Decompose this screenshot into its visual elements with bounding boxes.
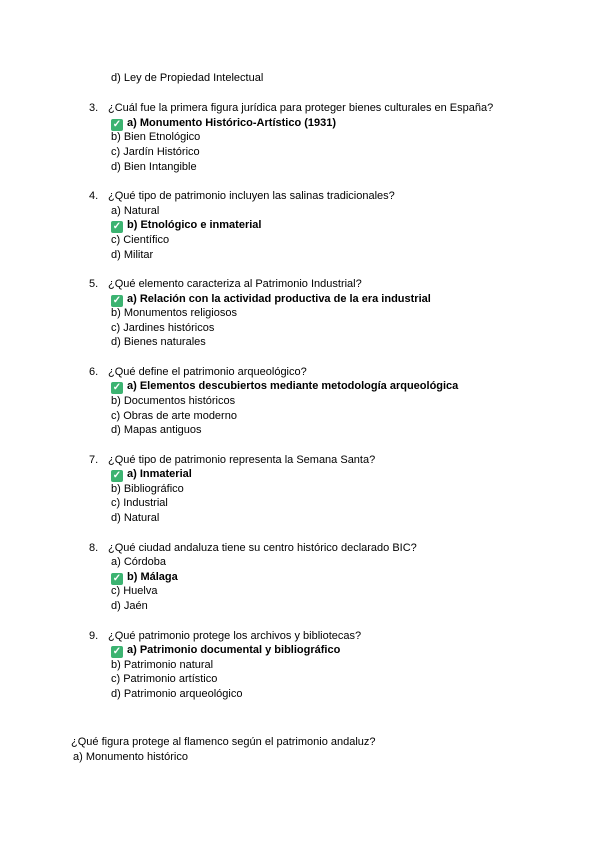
option-q6-b: b) Documentos históricos (111, 395, 236, 407)
option-q6-c: c) Obras de arte moderno (111, 410, 237, 422)
question-number: 6. (89, 366, 99, 378)
question-4 (89, 189, 395, 203)
question-7 (89, 453, 375, 467)
question-6 (89, 365, 307, 379)
option-q8-a: a) Córdoba (111, 556, 167, 568)
option-q7-b: b) Bibliográfico (111, 483, 184, 495)
question-text: ¿Qué tipo de patrimonio incluyen las salinas tradicionales? (108, 190, 395, 202)
check-mark-icon: ✓ (112, 382, 122, 393)
question-text: ¿Qué define el patrimonio arqueológico? (108, 366, 307, 378)
option-text: b) Málaga (127, 571, 178, 583)
option-q5-b: b) Monumentos religiosos (111, 307, 237, 319)
option-q3-b: b) Bien Etnológico (111, 131, 201, 143)
option-flamenco-a: a) Monumento histórico (73, 751, 188, 763)
option-q4-d: d) Militar (111, 249, 154, 261)
option-q5-d: d) Bienes naturales (111, 336, 206, 348)
correct-option-q6 (111, 379, 458, 394)
question-number: 8. (89, 542, 99, 554)
check-mark-icon: ✓ (112, 470, 122, 481)
check-mark-icon: ✓ (112, 573, 122, 584)
option-q6-d: d) Mapas antiguos (111, 424, 202, 436)
option-q4-a: a) Natural (111, 205, 160, 217)
option-q2-d: d) Ley de Propiedad Intelectual (111, 72, 264, 84)
check-mark-icon: ✓ (112, 221, 122, 232)
correct-option-q9 (111, 643, 340, 658)
question-text: ¿Qué ciudad andaluza tiene su centro histórico declarado BIC? (108, 542, 417, 554)
correct-option-q8 (111, 570, 178, 585)
question-number: 5. (89, 278, 99, 290)
option-text: b) Etnológico e inmaterial (127, 219, 262, 231)
check-mark-icon: ✓ (112, 646, 122, 657)
option-text: a) Relación con la actividad productiva de la era industrial (127, 293, 431, 305)
question-number: 7. (89, 454, 99, 466)
question-text: ¿Cuál fue la primera figura jurídica para proteger bienes culturales en España? (108, 102, 494, 114)
question-3 (89, 101, 493, 115)
option-q9-c: c) Patrimonio artístico (111, 673, 218, 685)
option-q9-b: b) Patrimonio natural (111, 659, 214, 671)
option-q7-d: d) Natural (111, 512, 160, 524)
question-text: ¿Qué elemento caracteriza al Patrimonio Industrial? (108, 278, 362, 290)
question-number: 9. (89, 630, 99, 642)
option-q9-d: d) Patrimonio arqueológico (111, 688, 243, 700)
question-8 (89, 541, 417, 555)
question-number: 4. (89, 190, 99, 202)
question-5 (89, 277, 362, 291)
option-q3-c: c) Jardín Histórico (111, 146, 200, 158)
correct-option-q5 (111, 292, 431, 307)
option-text: a) Monumento Histórico-Artístico (1931) (127, 117, 337, 129)
correct-option-q4 (111, 218, 261, 233)
option-q3-d: d) Bien Intangible (111, 161, 197, 173)
correct-option-q7 (111, 467, 192, 482)
option-q5-c: c) Jardines históricos (111, 322, 215, 334)
question-9 (89, 629, 361, 643)
question-number: 3. (89, 102, 99, 114)
option-text: a) Inmaterial (127, 468, 192, 480)
question-text: ¿Qué patrimonio protege los archivos y bibliotecas? (108, 630, 362, 642)
correct-option-q3 (111, 116, 336, 131)
question-text: ¿Qué tipo de patrimonio representa la Semana Santa? (108, 454, 376, 466)
option-q8-d: d) Jaén (111, 600, 148, 612)
option-text: a) Patrimonio documental y bibliográfico (127, 644, 341, 656)
check-mark-icon: ✓ (112, 119, 122, 130)
question-flamenco: ¿Qué figura protege al flamenco según el patrimonio andaluz? (71, 736, 376, 748)
option-q8-c: c) Huelva (111, 585, 158, 597)
option-q7-c: c) Industrial (111, 497, 168, 509)
option-text: a) Elementos descubiertos mediante metodología arqueológica (127, 380, 459, 392)
check-mark-icon: ✓ (112, 295, 122, 306)
option-q4-c: c) Científico (111, 234, 170, 246)
